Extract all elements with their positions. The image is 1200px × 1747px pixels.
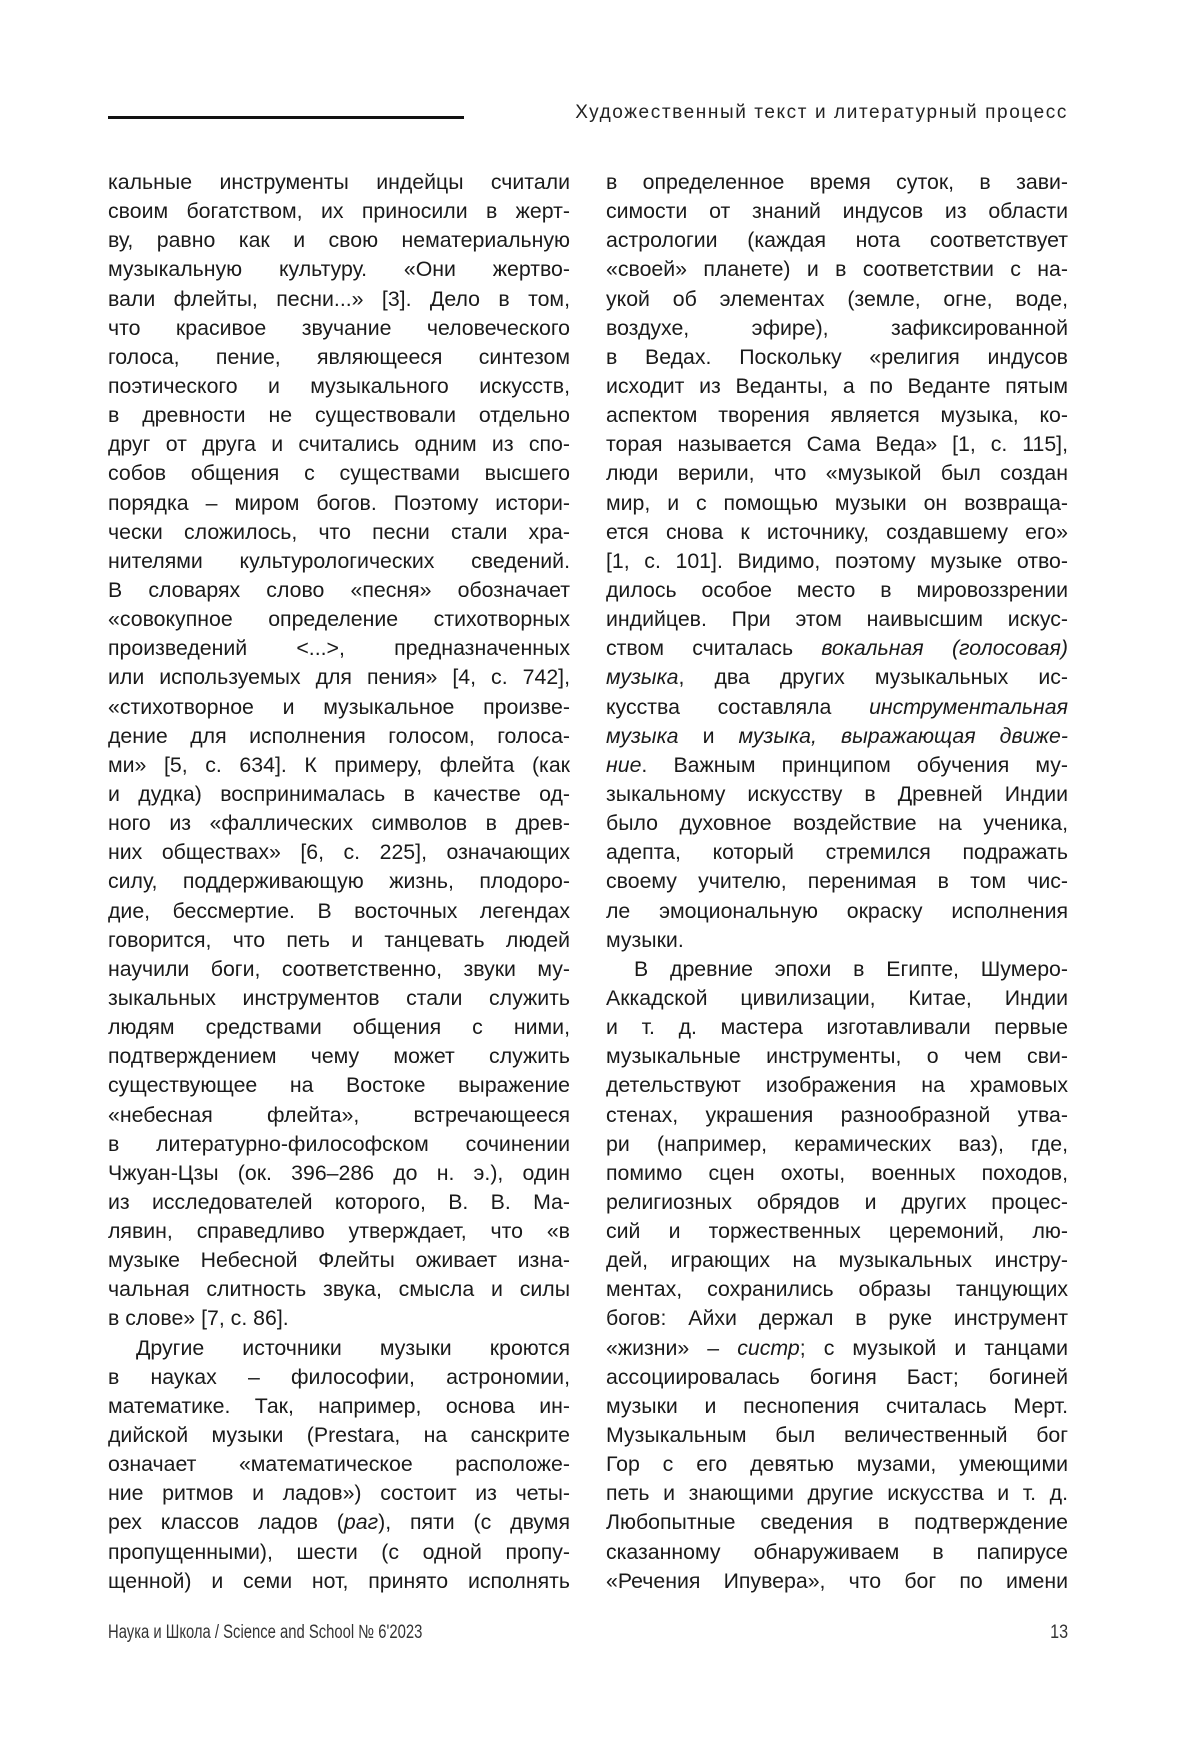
text-line: «Речения Ипувера», что бог по имени [606,1567,1068,1596]
text-line: пропущенными), шести (с одной пропу- [108,1538,570,1567]
journal-issue: Наука и Школа / Science and School № 6'2023 [108,1622,422,1644]
text-run: кусства составляла [606,695,869,719]
text-run: ), пяти (с двумя [378,1510,570,1534]
text-line: «небесная флейта», встречающееся [108,1101,570,1130]
text-line: чески сложилось, что песни стали хра- [108,518,570,547]
text-line: астрологии (каждая нота соответствует [606,226,1068,255]
text-line [606,663,1068,692]
text-line: было духовное воздействие на ученика, [606,809,1068,838]
text-line: богов: Айхи держал в руке инструмент [606,1304,1068,1333]
text-line: Аккадской цивилизации, Китае, Индии [606,984,1068,1013]
text-line [606,1334,1068,1363]
text-column-left [108,168,570,1596]
text-line: петь и знающими другие искусства и т. д. [606,1479,1068,1508]
text-line: подтверждением чему может служить [108,1042,570,1071]
text-line: порядка – миром богов. Поэтому истори- [108,489,570,518]
text-line: В древние эпохи в Египте, Шумеро- [606,955,1068,984]
text-line: них обществах» [6, с. 225], означающих [108,838,570,867]
text-line: людям средствами общения с ними, [108,1013,570,1042]
text-line: и дудка) воспринималась в качестве од- [108,780,570,809]
text-line: адепта, который стремился подражать [606,838,1068,867]
text-line: или используемых для пения» [4, с. 742], [108,663,570,692]
text-line: аспектом творения является музыка, ко- [606,401,1068,430]
text-line: ву, равно как и свою нематериальную [108,226,570,255]
text-line: Гор с его девятью музами, умеющими [606,1450,1068,1479]
text-column-right [606,168,1068,1596]
text-line: Чжуан-Цзы (ок. 396–286 до н. э.), один [108,1159,570,1188]
page-number: 13 [1050,1622,1068,1644]
text-line: ассоциировалась богиня Баст; богиней [606,1363,1068,1392]
text-line: произведений <...>, предназначенных [108,634,570,663]
text-line: музыкальную культуру. «Они жертво- [108,255,570,284]
text-line: чальная слитность звука, смысла и силы [108,1275,570,1304]
text-line: собов общения с существами высшего [108,459,570,488]
text-line: дей, играющих на музыкальных инстру- [606,1246,1068,1275]
text-line: «совокупное определение стихотворных [108,605,570,634]
text-line: мир, и с помощью музыки он возвраща- [606,489,1068,518]
text-line: религиозных обрядов и других процес- [606,1188,1068,1217]
text-line: кальные инструменты индейцы считали [108,168,570,197]
text-line: стенах, украшения разнообразной утва- [606,1101,1068,1130]
text-line: дие, бессмертие. В восточных легендах [108,897,570,926]
text-line: ри (например, керамических ваз), где, [606,1130,1068,1159]
running-header [108,100,1068,130]
text-line: в слове» [7, с. 86]. [108,1304,570,1333]
text-line: своим богатством, их приносили в жерт- [108,197,570,226]
text-line: научили боги, соответственно, звуки му- [108,955,570,984]
text-line: зыкальному искусству в Древней Индии [606,780,1068,809]
text-line: означает «математическое расположе- [108,1450,570,1479]
text-run: , два других музыкальных ис- [678,665,1068,689]
text-run: . Важным принципом обучения му- [641,753,1068,777]
text-line: симости от знаний индусов из области [606,197,1068,226]
italic-term: музыка [606,724,678,748]
text-line: сказанному обнаруживаем в папирусе [606,1538,1068,1567]
text-run: ством считалась [606,636,821,660]
italic-term: вокальная (голосовая) [821,636,1068,660]
text-line [606,634,1068,663]
text-line: силу, поддерживающую жизнь, плодоро- [108,867,570,896]
text-line: дийской музыки (Prestara, на санскрите [108,1421,570,1450]
italic-term: раг [344,1510,378,1534]
text-line: музыки. [606,926,1068,955]
header-rule [108,116,464,119]
text-line: ментах, сохранились образы танцующих [606,1275,1068,1304]
italic-term: музыка [606,665,678,689]
italic-term: инструментальная [869,695,1068,719]
text-line [606,751,1068,780]
text-line: ми» [5, с. 634]. К примеру, флейта (как [108,751,570,780]
text-line: ного из «фаллических символов в древ- [108,809,570,838]
text-line: математике. Так, например, основа ин- [108,1392,570,1421]
text-line: укой об элементах (земле, огне, воде, [606,285,1068,314]
text-line: в определенное время суток, в зави- [606,168,1068,197]
italic-term: музыка, выражающая движе- [739,724,1068,748]
text-line: музыке Небесной Флейты оживает изна- [108,1246,570,1275]
text-line: дение для исполнения голосом, голоса- [108,722,570,751]
text-line: из исследователей которого, В. В. Ма- [108,1188,570,1217]
text-line [108,1508,570,1537]
text-line: дилось особое место в мировоззрении [606,576,1068,605]
text-line: голоса, пение, являющееся синтезом [108,343,570,372]
text-line: детельствуют изображения на храмовых [606,1071,1068,1100]
text-line [606,722,1068,751]
text-line: вали флейты, песни...» [3]. Дело в том, [108,285,570,314]
italic-term: систр [737,1336,800,1360]
text-line: говорится, что петь и танцевать людей [108,926,570,955]
text-line: в науках – философии, астрономии, [108,1363,570,1392]
text-line: поэтического и музыкального искусств, [108,372,570,401]
text-line: ется снова к источнику, создавшему его» [606,518,1068,547]
text-line: что красивое звучание человеческого [108,314,570,343]
text-line: существующее на Востоке выражение [108,1071,570,1100]
text-line: «стихотворное и музыкальное произве- [108,693,570,722]
text-line: ле эмоциональную окраску исполнения [606,897,1068,926]
text-line: музыки и песнопения считалась Мерт. [606,1392,1068,1421]
text-line: воздухе, эфире), зафиксированной [606,314,1068,343]
text-line: музыкальные инструменты, о чем сви- [606,1042,1068,1071]
text-line: в древности не существовали отдельно [108,401,570,430]
text-line: Музыкальным был величественный бог [606,1421,1068,1450]
text-line: зыкальных инструментов стали служить [108,984,570,1013]
text-line: лявин, справедливо утверждает, что «в [108,1217,570,1246]
text-line: сий и торжественных церемоний, лю- [606,1217,1068,1246]
text-line: В словарях слово «песня» обозначает [108,576,570,605]
text-line: и т. д. мастера изготавливали первые [606,1013,1068,1042]
text-line: люди верили, что «музыкой был создан [606,459,1068,488]
text-line [606,693,1068,722]
text-line: торая называется Сама Веда» [1, с. 115], [606,430,1068,459]
text-line: Любопытные сведения в подтверждение [606,1508,1068,1537]
text-line: друг от друга и считались одним из спо- [108,430,570,459]
text-run: ; с музыкой и танцами [800,1336,1068,1360]
text-line: своему учителю, перенимая в том чис- [606,867,1068,896]
text-line: ние ритмов и ладов») состоит из четы- [108,1479,570,1508]
page-footer [108,1622,1068,1650]
text-line: индийцев. При этом наивысшим искус- [606,605,1068,634]
text-run: рех классов ладов ( [108,1510,344,1534]
text-line: [1, с. 101]. Видимо, поэтому музыке отво- [606,547,1068,576]
text-line: Другие источники музыки кроются [108,1334,570,1363]
text-run: «жизни» – [606,1336,737,1360]
text-line: исходит из Веданты, а по Веданте пятым [606,372,1068,401]
text-line: в литературно-философском сочинении [108,1130,570,1159]
text-line: нителями культурологических сведений. [108,547,570,576]
italic-term: ние [606,753,641,777]
text-run: и [678,724,738,748]
text-line: «своей» планете) и в соответствии с на- [606,255,1068,284]
text-line: в Ведах. Поскольку «религия индусов [606,343,1068,372]
text-line: щенной) и семи нот, принято исполнять [108,1567,570,1596]
text-line: помимо сцен охоты, военных походов, [606,1159,1068,1188]
section-title: Художественный текст и литературный процесс [575,102,1068,124]
